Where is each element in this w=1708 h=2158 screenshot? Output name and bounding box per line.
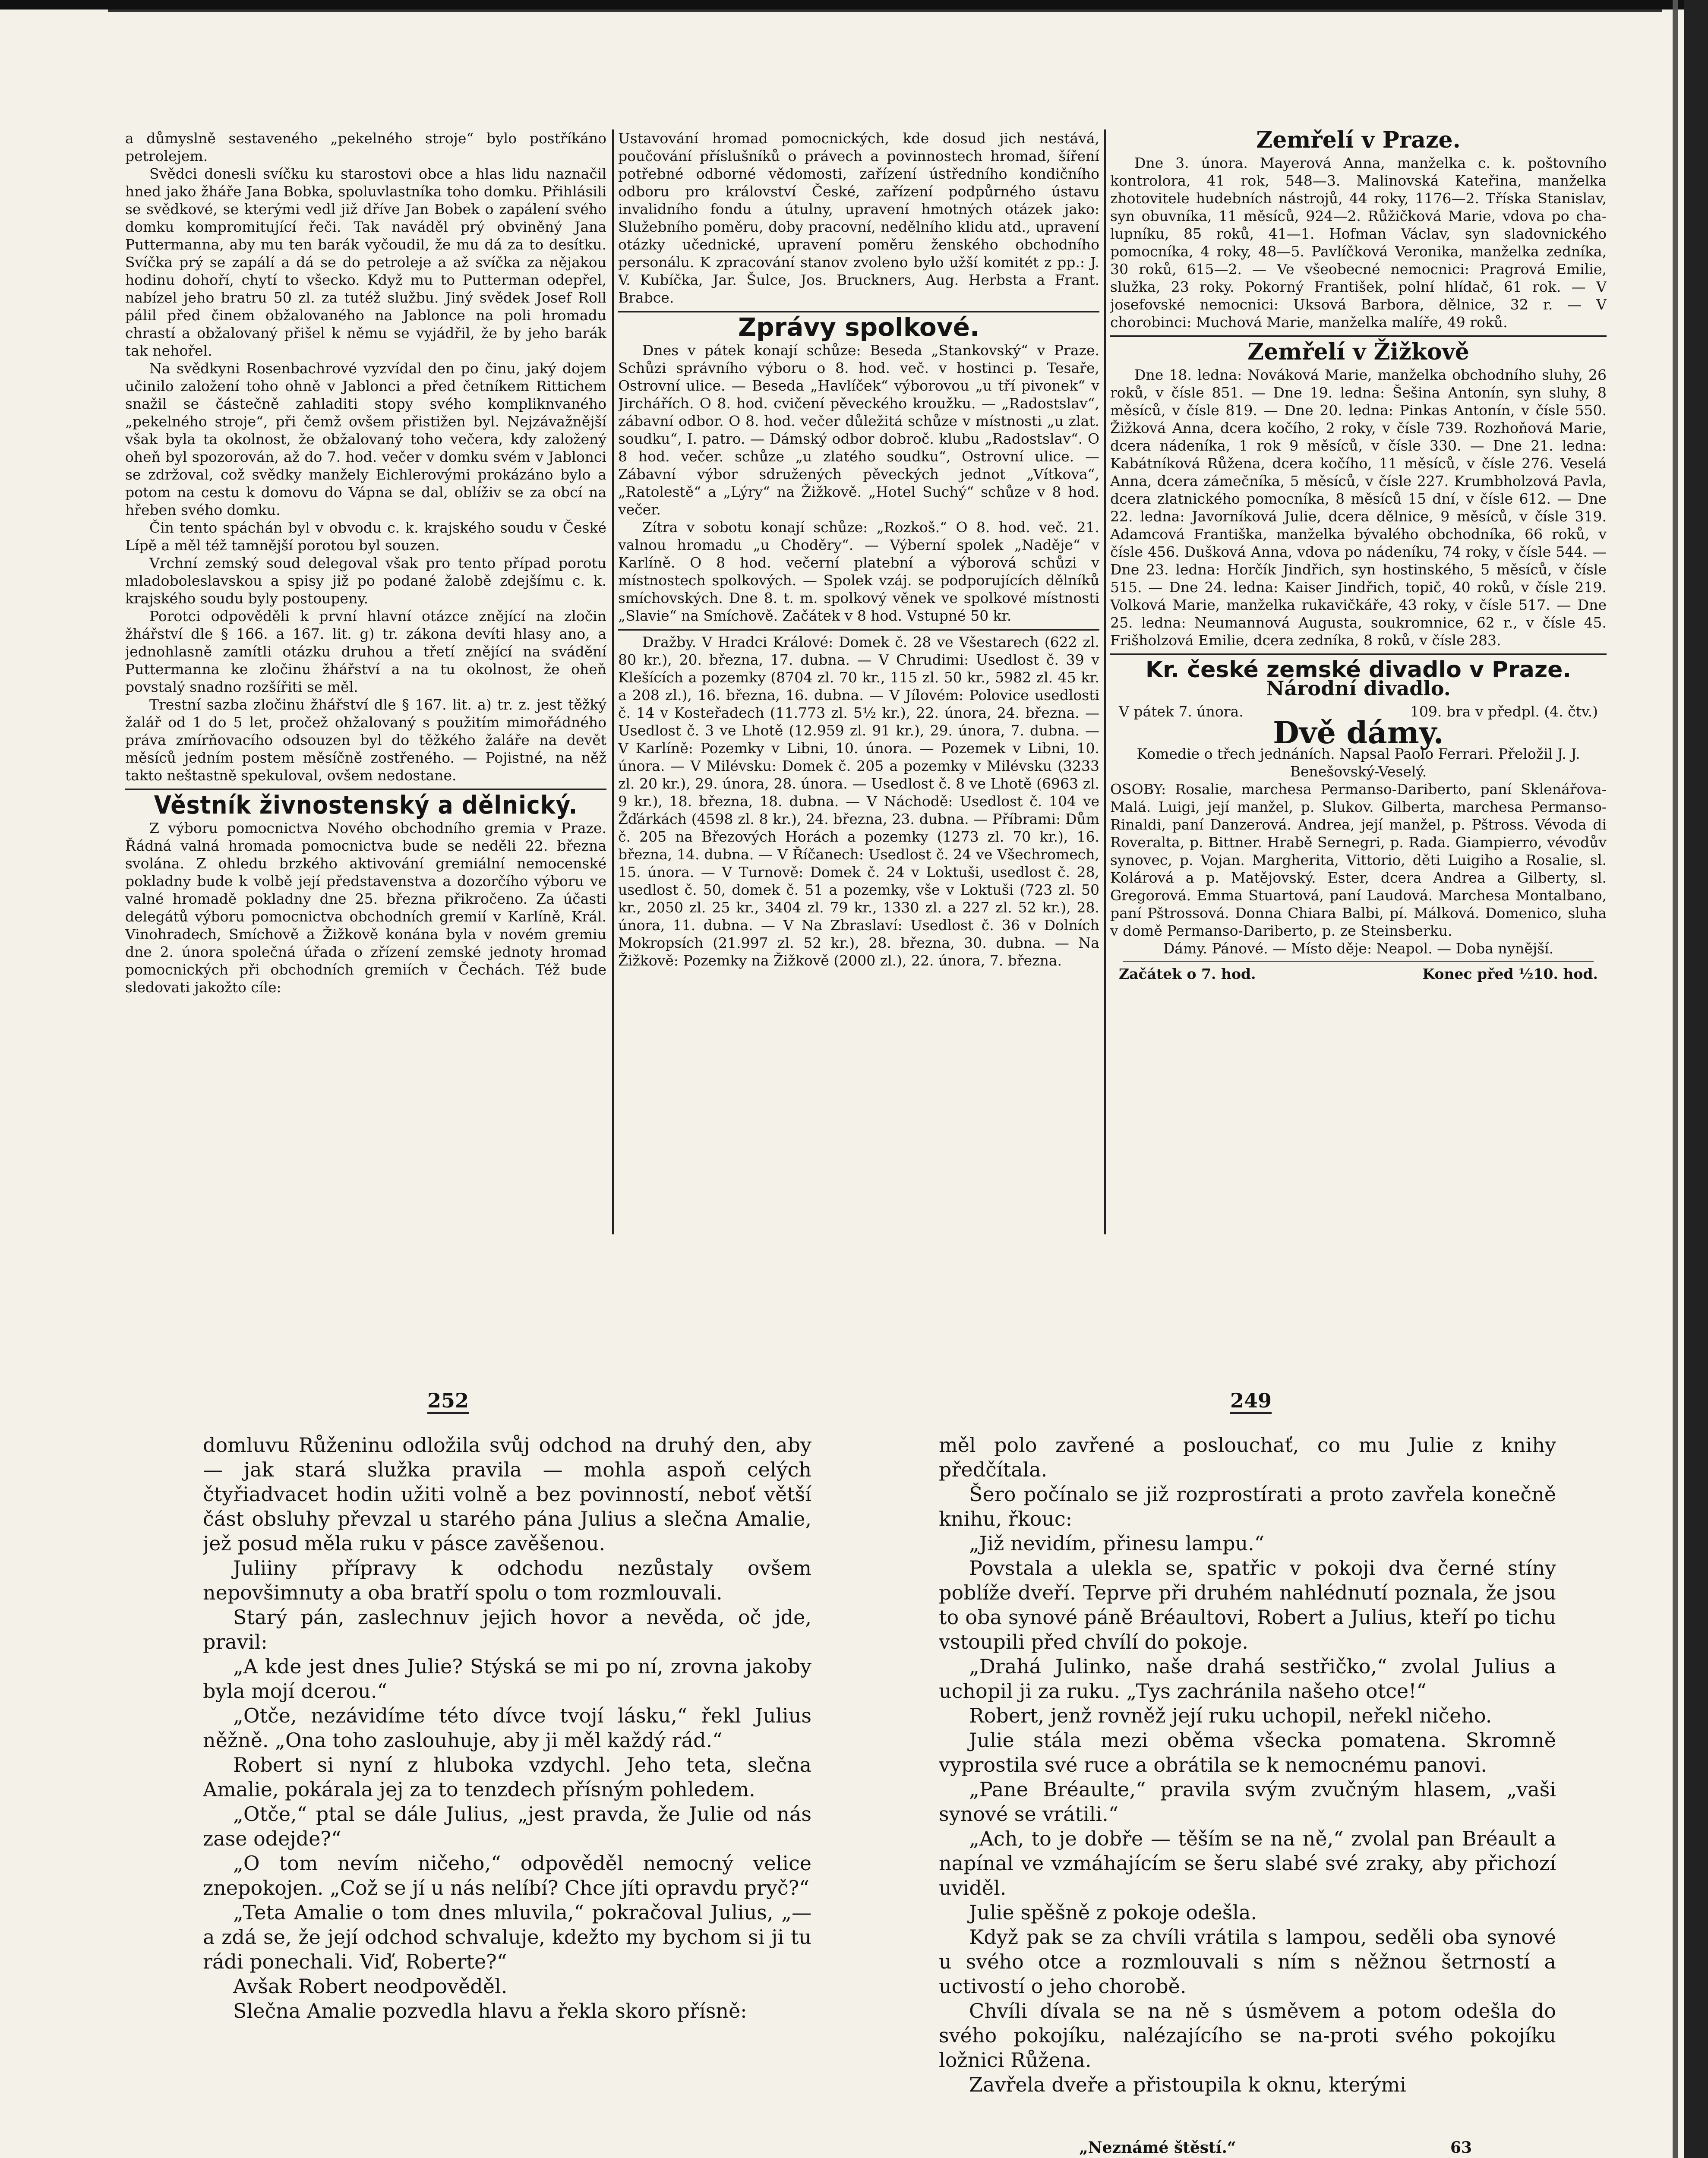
novel-left-page <box>203 1433 811 2158</box>
left-paragraph: Čin tento spáchán byl v obvodu c. k. krajského soudu v České Lípě a měl též tamnější porotou byl souzen. <box>125 519 606 554</box>
play-info: Komedie o třech jednáních. Napsal Paolo Ferrari. Přeložil J. J. Benešovský-Veselý. <box>1137 745 1580 780</box>
novel-paragraph: Když pak se za chvíli vrátila s lampou, seděli oba synové u svého otce a rozmlouvali s ním s něžnou šetrností a uctivostí o jeho chorobě. <box>939 1925 1556 1998</box>
spolkove-paragraph: Zítra v sobotu konají schůze: „Rozkoš.“ O 8. hod. več. 21. valnou hromadu „u Choděry“. — Výberní spolek „Naděje“ v Karlíně. O 8 hod. večerní platební a výborová schůzi v místnostech spolkových. — Spolek vzáj. se podporujících dělníků smíchovských. Dne 8. t. m. spolkový věnek ve spolkové místnosti „Slavie“ na Smíchově. Začátek v 8 hod. Vstupné 50 kr. <box>618 519 1099 624</box>
left-column <box>125 129 606 1252</box>
section-heading-vestnik: Věstník živnostenský a dělnický. <box>154 790 578 820</box>
middle-column <box>618 129 1099 1252</box>
novel-paragraph: Julie stála mezi oběma všecka pomatena. Skromně vyprostila své ruce a obrátila se k nemocnému panovi. <box>939 1729 1556 1776</box>
novel-paragraph: Julie spěšně z pokoje odešla. <box>969 1901 1257 1924</box>
right-column <box>1110 125 1607 1252</box>
end-time: Konec před ½10. hod. <box>1422 965 1598 982</box>
novel-paragraph: „Drahá Julinko, naše drahá sestřičko,“ zvolal Julius a uchopil ji za ruku. „Tys zachránila našeho otce!“ <box>939 1655 1556 1703</box>
novel-paragraph: Šero počínalo se již rozprostírati a proto zavřela konečně knihu, řkouc: <box>939 1483 1556 1530</box>
novel-paragraph: domluvu Růženinu odložila svůj odchod na druhý den, aby — jak stará služka pravila — mohla aspoň celých čtyřiadvacet hodin užiti volně a bez povinností, neboť větší část obsluhy převzal u starého pána Julius a slečna Amalie, jež posud měla ruku v pásce zavěšenou. <box>203 1433 811 1555</box>
start-time: Začátek o 7. hod. <box>1119 965 1256 982</box>
page-top-border <box>0 0 1708 9</box>
novel-paragraph: „Otče, nezávidíme této dívce tvojí lásku,“ řekl Julius něžně. „Ona toho zaslouhuje, aby ji měl každý rád.“ <box>203 1704 811 1752</box>
novel-paragraph: Robert, jenž rovněž její ruku uchopil, neřekl ničeho. <box>969 1704 1492 1727</box>
novel-paragraph: Starý pán, zaslechnuv jejich hovor a nevěda, oč jde, pravil: <box>203 1606 811 1653</box>
drazby-paragraph: Dražby. V Hradci Králové: Domek č. 28 ve Všestarech (622 zl. 80 kr.), 20. března, 17. dubna. — V Chrudimi: Usedlost č. 39 v Klešících a pozemky (8704 zl. 70 kr., 115 zl. 50 kr., 5982 zl. 45 kr. a 208 zl.), 16. března, 16. dubna. — V Jílovém: Polovice usedlosti č. 14 v Kosteřadech (11.773 zl. 5½ kr.), 22. února, 24. března. — Usedlost č. 3 ve Lhotě (12.959 zl. 91 kr.), 29. února, 7. dubna. — V Karlíně: Pozemky v Libni, 10. února. — Pozemek v Libni, 10. února. — V Milévsku: Domek č. 205 a pozemky v Milévsku (3233 zl. 20 kr.), 29. února, 28. února. — Usedlost č. 8 ve Lhotě (6963 zl. 9 kr.), 18. března, 18. dubna. — V Náchodě: Usedlost č. 104 ve Žďárkách (4598 zl. 8 kr.), 24. března, 23. dubna. — Příbrami: Dům č. 205 na Březových Horách a pozemky (1273 zl. 70 kr.), 16. března, 14. dubna. — V Říčanech: Usedlost č. 24 ve Všechromech, 15. února. — V Turnově: Domek č. 24 v Loktuši, usedlost č. 28, usedlost č. 50, domek č. 51 a pozemky, vše v Loktuši (723 zl. 50 kr., 2050 zl. 25 kr., 3404 zl. 79 kr., 1330 zl. a 227 zl. 52 kr.), 28. února, 11. dubna. — V Na Zbraslaví: Usedlost č. 36 v Dolních Mokropsích (21.997 zl. 52 kr.), 28. března, 30. dubna. — Na Žižkově: Pozemky na Žižkově (2000 zl.), 22. února, 7. března. <box>618 634 1099 969</box>
left-paragraph: Trestní sazba zločinu žhářství dle § 167. lit. a) tr. z. jest těžký žalář od 1 do 5 let, pročež ohžalovaný s použitím mimořádného práva zmírňovacího odsouzen byl do těžkého žaláře na devět měsíců jedním postem měsíčně zostřeného. — Pojistné, na něž takto neštastně spekuloval, ovšem nedostane. <box>125 696 606 784</box>
section-heading-spolkove: Zprávy spolkové. <box>738 312 979 342</box>
novel-paragraph: Juliiny přípravy k odchodu nezůstaly ovšem nepovšimnuty a oba bratří spolu o tom rozmlouvali. <box>203 1556 811 1604</box>
theatre-heading: Kr. české zemské divadlo v Praze. <box>1145 657 1572 683</box>
novel-right-page <box>939 1433 1556 2132</box>
novel-paragraph: „Již nevidím, přinesu lampu.“ <box>969 1532 1265 1555</box>
left-paragraph: a důmyslně sestaveného „pekelného stroje“ bylo postříkáno petrolejem. <box>125 130 606 164</box>
right-page-number-text: 249 <box>1230 1389 1272 1414</box>
right-page-number <box>1230 1389 1272 1412</box>
section-rule <box>1123 961 1594 962</box>
praha-paragraph: Dne 3. února. Mayerová Anna, manželka c. k. poštovního kontrolora, 41 rok, 548—3. Malinovská Kateřina, manželka zhotovitele hudebních nástrojů, 44 roky, 1176—2. Tříska Stanislav, syn obuvníka, 11 měsíců, 924—2. Růžičková Marie, vdova po cha-lupníku, 85 roků, 41—1. Hofman Václav, syn sladovnického pomocníka, 4 roky, 48—5. Pavlíčková Veronika, manželka zedníka, 30 roků, 615—2. — Ve všeobecné nemocnici: Pragrová Emilie, služka, 23 roky. Pokorný František, polní hlídač, 61 rok. — V josefovské nemocnici: Uksová Barbora, dělnice, 32 r. — V chorobinci: Muchová Marie, manželka malíře, 49 roků. <box>1110 155 1607 331</box>
left-page-number-text: 252 <box>427 1389 469 1414</box>
column-separator <box>612 129 614 1234</box>
novel-paragraph: „Ach, to je dobře — těším se na ně,“ zvolal pan Bréault a napínal ve vzmáhajícím se šeru slabé své zraky, aby přichozí uviděl. <box>939 1827 1556 1899</box>
theatre-abonnement: 109. bra v předpl. (4. čtv.) <box>1410 703 1598 720</box>
section-rule <box>618 629 1099 631</box>
play-cast-footer: Dámy. Pánové. — Místo děje: Neapol. — Doba nynější. <box>1163 940 1554 957</box>
novel-paragraph: měl polo zavřené a poslouchať, co mu Julie z knihy předčítala. <box>939 1433 1556 1481</box>
novel-paragraph: Chvíli dívala se na ně s úsměvem a potom odešla do svého pokojíku, nalézajícího se na-proti svého pokojíku ložnici Růžena. <box>939 1999 1556 2072</box>
novel-paragraph: „A kde jest dnes Julie? Stýská se mi po ní, zrovna jakoby byla mojí dcerou.“ <box>203 1655 811 1703</box>
play-title: Dvě dámy. <box>1273 715 1444 751</box>
novel-paragraph: „O tom nevím ničeho,“ odpověděl nemocný velice znepokojen. „Což se jí u nás nelíbí? Chce jíti opravdu pryč?“ <box>203 1852 811 1899</box>
novel-paragraph: „Otče,“ ptal se dále Julius, „jest pravda, že Julie od nás zase odejde?“ <box>203 1802 811 1850</box>
spolkove-paragraph: Dnes v pátek konají schůze: Beseda „Stankovský“ v Praze. Schůzi správního výboru o 8. hod. več. v hostinci p. Tesaře, Ostrovní ulice. — Beseda „Havlíček“ výborovou „u tří pivonek“ v Jirchářích. O 8. hod. cvičení pěveckého kroužku. — „Radostslav“, zábavní odbor. O 8. hod. večer důležitá schůze v místnosti „u zlat. soudku“, I. patro. — Dámský odbor dobroč. klubu „Radostslav“. O 8 hod. večer. schůze „u zlatého soudku“, Ostrovní ulice. — Zábavní výbor sdružených pěveckých jednot „Vítkova“, „Ratolestě“ a „Lýry“ na Žižkově. „Hotel Suchý“ schůze v 8 hod. večer. <box>618 342 1099 518</box>
scan-right-edge-line <box>1673 0 1678 2158</box>
section-rule <box>1110 335 1607 337</box>
middle-paragraph: Ustavování hromad pomocnických, kde dosud jich nestává, poučování příslušníků o právech a povinnostech hromad, šíření potřebné odborné vědomosti, zařízení ústředního kondičního odboru pro království České, zařízení podpůrného ústavu invalidního fondu a útulny, upravení hmotných otázek jako: Služebního poměru, doby pracovní, nedělního klidu atd., upravení otázky učednické, upravení poměru ženského obchodního personálu. K zpracování stanov zvoleno bylo užší komitét z pp.: J. V. Kubíčka, Jar. Šulce, Jos. Bruckners, Aug. Herbsta a Frant. Brabce. <box>618 130 1099 306</box>
zizkov-paragraph: Dne 18. ledna: Nováková Marie, manželka obchodního sluhy, 26 roků, v čísle 851. — Dne 19. ledna: Šešina Antonín, syn sluhy, 8 měsíců, v čísle 819. — Dne 20. ledna: Pinkas Antonín, v čísle 550. Žižková Anna, dcera kočího, 2 roky, v čísle 739. Rozhoňová Marie, dcera nádeníka, 1 rok 9 měsíců, v čísle 330. — Dne 21. ledna: Kabátníková Růžena, dcera kočího, 11 měsíců, v čísle 276. Veselá Anna, dcera zámečníka, 5 měsíců, v čísle 227. Krumbholzová Pavla, dcera zlatnického pomocníka, 8 měsíců 15 dní, v čísle 612. — Dne 22. ledna: Javorníková Julie, dcera dělnice, 9 měsíců, v čísle 319. Adamcová Františka, manželka bývalého obchodníka, 66 roků, v čísle 456. Dušková Anna, vdova po nádeníku, 74 roky, v čísle 544. — Dne 23. ledna: Horčík Jindřich, syn hostinského, 5 měsíců, v čísle 515. — Dne 24. ledna: Kaiser Jindřich, topič, 40 roků, v čísle 219. Volková Marie, manželka rukavičkáře, 43 roky, v čísle 517. — Dne 25. ledna: Neumannová Augusta, soukromnice, 62 r., v čísle 45. Frišholzová Emilie, dcera zedníka, 8 roků, v čísle 283. <box>1110 366 1607 649</box>
novel-paragraph: Avšak Robert neodpověděl. <box>233 1975 508 1998</box>
left-paragraph: Na svědkyni Rosenbachrové vyzvídal den po činu, jaký dojem učinilo založení toho ohně v Jablonci a před četníkem Rittichem snažil se částečně zahladiti stopy svého kompliknvaného „pekelného stroje“, při čemž ovšem přistižen byl. Nejzávažnější však byla ta okolnost, že obžalovaný toho večera, kdy založený oheň byl spozorován, až do 7. hod. večer v domku svém v Jablonci se zdržoval, což svědky manžely Eichlerovými prokázáno bylo a potom na cestu k domovu do Vápna se dal, oblíživ se za obcí na hřeben svého domku. <box>125 360 606 518</box>
theatre-date: V pátek 7. února. <box>1119 703 1244 720</box>
left-paragraph: Svědci donesli svíčku ku starostovi obce a hlas lidu naznačil hned jako žháře Jana Bobka, spoluvlastníka toho domku. Přihlásili se svědkové, se kterými vedl již dříve Jan Bobek o zapálení svého domku kompromitující řeči. Tak naváděl prý obviněný Jana Puttermanna, aby mu ten barák vyčoudil, že mu dá za to desítku. Svíčka prý se zapálí a dá se do petroleje a až svíčka za nějakou hodinu dohoří, chytí to všecko. Když mu to Putterman odepřel, nabízel jeho bratru 50 zl. za tutéž službu. Jiný svědek Josef Roll pálil před činem obžalovaného na Jablonce na poli hromadu chrastí a obžalovaný přišel k němu se vyjádřil, že by jeho barák tak nehořel. <box>125 165 606 359</box>
novel-footer-title: „Neznámé štěstí.“ <box>1079 2139 1236 2157</box>
play-cast: OSOBY: Rosalie, marchesa Permanso-Dariberto, paní Sklenářova-Malá. Luigi, její manžel, p. Slukov. Gilberta, marchesa Permanso-Rinaldi, paní Danzerová. Andrea, její manžel, p. Pštross. Vévoda di Roveralta, p. Bittner. Hrabě Sernegri, p. Rada. Giampierro, vévodův synovec, p. Vojan. Margherita, Vittorio, děti Luigiho a Rosalie, sl. Kolárová a p. Matějovský. Ester, dcera Andrea a Gilberty, sl. Gregorová. Emma Stuartová, paní Laudová. Marchesa Montalbano, paní Pštrossová. Donna Chiara Balbi, pí. Málková. Domenico, sluha v domě Permanso-Dariberto, p. ze Steinsberku. <box>1110 781 1607 939</box>
novel-paragraph: Povstala a ulekla se, spatřic v pokoji dva černé stíny poblíže dveří. Teprve při druhém nahlédnutí poznala, že jsou to oba synové páně Bréaultovi, Robert a Julius, kteří po tichu vstoupili před chvílí do pokoje. <box>939 1556 1556 1653</box>
novel-paragraph: „Pane Bréaulte,“ pravila svým zvučným hlasem, „vaši synové se vrátili.“ <box>939 1778 1556 1826</box>
left-paragraph: Porotci odpověděli k první hlavní otázce znějící na zločin žhářství dle § 166. a 167. lit. g) tr. zákona devíti hlasy ano, a jednohlasně zamítli otázku druhou a třetí znějící na svádění Puttermanna ke zločinu žhářství a na tu okolnost, že oheň povstalý snadno rozšířiti se měl. <box>125 608 606 695</box>
novel-paragraph: Zavřela dveře a přistoupila k oknu, kterými <box>969 2073 1406 2096</box>
theatre-subheading: Národní divadlo. <box>1266 677 1451 700</box>
section-heading-zemreli-praha: Zemřelí v Praze. <box>1256 127 1461 153</box>
novel-footer-number: 63 <box>1450 2139 1472 2157</box>
novel-paragraph: Robert si nyní z hluboka vzdychl. Jeho teta, slečna Amalie, pokárala jej za to tenzdech přísným pohledem. <box>203 1753 811 1801</box>
section-heading-zemreli-zizkov: Zemřelí v Žižkově <box>1247 339 1469 365</box>
page-top-thin-rule <box>108 9 1662 12</box>
column-separator <box>1104 129 1106 1234</box>
scan-right-edge <box>1684 0 1708 2158</box>
section-rule <box>1110 653 1607 655</box>
left-paragraph: Vrchní zemský soud delegoval však pro tento případ porotu mladoboleslavskou a spisy již po podané žalobě zdejšímu c. k. krajského soudu byly postoupeny. <box>125 555 606 607</box>
novel-paragraph: Slečna Amalie pozvedla hlavu a řekla skoro přísně: <box>233 1999 747 2022</box>
vestnik-paragraph: Z výboru pomocnictva Nového obchodního gremia v Praze. Řádná valná hromada pomocnictva bude se neděli 22. března svolána. Z ohledu brzkého aktivování gremiální nemocenské pokladny bude k volbě její představenstva a dozorčího výboru ve valné hromadě pokladny dne 25. března přikročeno. Za účasti delegátů výboru pomocnictva obchodních gremií v Karlíně, Král. Vinohradech, Smíchově a Žižkově konána byla v novém gremiu dne 2. února společná úřada o zřízení zemské jednoty hromad pomocnických při obchodních gremiích v Čechách. Též bude sledovati jakožto cíle: <box>125 820 606 996</box>
left-page-number <box>427 1389 469 1412</box>
novel-paragraph: „Teta Amalie o tom dnes mluvila,“ pokračoval Julius, „— a zdá se, že její odchod schvaluje, kdežto my bychom si ji tu rádi ponechali. Viď, Roberte?“ <box>203 1901 811 1973</box>
